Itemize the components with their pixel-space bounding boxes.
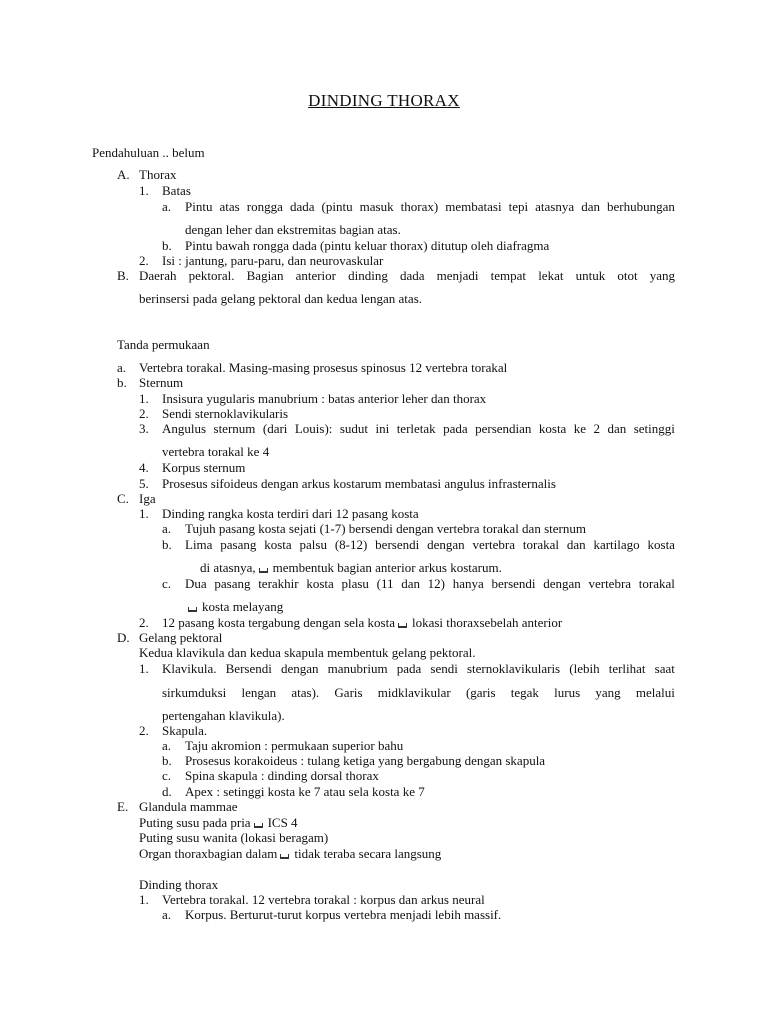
word: Daerah [139, 268, 177, 283]
list-item: Spina skapula : dinding dorsal thorax [185, 768, 379, 783]
list-item-continuation: berinsersi pada gelang pektoral dan kedua lengan atas. [139, 291, 422, 306]
word: pada [443, 421, 468, 436]
list-item: Prosesus sifoideus dengan arkus kostarum membatasi angulus infrasternalis [162, 476, 556, 491]
word: dan [607, 421, 627, 436]
word: dan [401, 576, 420, 591]
list-item: Gelang pektoral [139, 630, 223, 645]
section-heading: Tanda permukaan [117, 337, 210, 352]
word: kartilago [593, 537, 640, 552]
word: (11 [376, 576, 394, 591]
list-marker: 1. [139, 183, 149, 198]
list-item [162, 615, 562, 630]
word: (dari [262, 421, 288, 436]
word: vertebra [472, 537, 516, 552]
word: membatasi [445, 199, 502, 214]
word: Louis): [294, 421, 333, 436]
word: terletak [396, 421, 436, 436]
list-marker: b. [117, 375, 127, 390]
list-marker: 2. [139, 406, 149, 421]
item-text: 12 pasang kosta tergabung dengan sela kosta [162, 615, 395, 630]
word: dinding [348, 268, 388, 283]
word: rongga [246, 199, 283, 214]
list-marker: A. [117, 167, 130, 182]
word: palsu [299, 537, 327, 552]
word: torakal [522, 537, 559, 552]
word: kosta [306, 576, 334, 591]
word: melalui [635, 685, 675, 700]
list-marker: E. [117, 799, 129, 814]
list-marker: c. [162, 576, 172, 591]
word: midklavikular [377, 685, 451, 700]
list-marker: C. [117, 491, 129, 506]
continuation-text: membentuk bagian anterior arkus kostarum. [272, 560, 502, 575]
list-item: Sternum [139, 375, 184, 390]
word: dada [399, 268, 425, 283]
word: 12) [427, 576, 446, 591]
list-item-continuation [162, 685, 675, 700]
word: 2 [593, 421, 601, 436]
word: bersendi [491, 576, 536, 591]
word: sirkumduksi [162, 685, 227, 700]
list-item-continuation [139, 815, 298, 830]
word: pada [396, 661, 422, 676]
word: sudut [339, 421, 369, 436]
list-item [162, 661, 675, 676]
word: dengan [280, 661, 319, 676]
word: sternoklavikularis [466, 661, 561, 676]
implies-arrow-icon [188, 607, 197, 612]
list-marker: 4. [139, 460, 149, 475]
list-marker: 2. [139, 723, 149, 738]
list-item: Thorax [139, 167, 177, 182]
list-marker: d. [162, 784, 172, 799]
word: manubrium [327, 661, 388, 676]
list-item: Korpus sternum [162, 460, 246, 475]
list-marker: B. [117, 268, 129, 283]
intro-text: Pendahuluan .. belum [92, 145, 205, 160]
page-title: DINDING THORAX [308, 91, 460, 110]
word: setinggi [633, 421, 675, 436]
list-marker: 1. [139, 506, 149, 521]
implies-arrow-icon [280, 854, 289, 859]
list-item: Taju akromion : permukaan superior bahu [185, 738, 404, 753]
list-item-continuation: vertebra torakal ke 4 [162, 444, 270, 459]
list-marker: a. [162, 738, 172, 753]
word: dan [581, 199, 600, 214]
word: (lebih [569, 661, 600, 676]
continuation-text: kosta melayang [202, 599, 284, 614]
list-item: Korpus. Berturut-turut korpus vertebra menjadi lebih massif. [185, 907, 502, 922]
list-marker: 1. [139, 892, 149, 907]
word: pasang [220, 537, 257, 552]
word: lengan [241, 685, 277, 700]
word: tepi [508, 199, 529, 214]
word: Bagian [246, 268, 284, 283]
word: terlihat [608, 661, 646, 676]
list-item-continuation [200, 560, 502, 575]
item-text: lokasi thoraxsebelah anterior [411, 615, 563, 630]
word: persendian [475, 421, 532, 436]
word: anterior [295, 268, 336, 283]
list-item: Isi : jantung, paru-paru, dan neurovaskular [162, 253, 384, 268]
word: terakhir [258, 576, 299, 591]
list-marker: a. [117, 360, 127, 375]
word: Lima [185, 537, 213, 552]
word: hanya [452, 576, 484, 591]
word: Bersendi [225, 661, 272, 676]
word: dan [566, 537, 586, 552]
implies-arrow-icon [398, 623, 407, 628]
word: (garis [465, 685, 496, 700]
word: sendi [430, 661, 458, 676]
word: otot [617, 268, 638, 283]
list-marker: 1. [139, 391, 149, 406]
list-item [185, 537, 675, 552]
word: Dua [185, 576, 207, 591]
word: Garis [334, 685, 363, 700]
list-item: Vertebra torakal. Masing-masing prosesus spinosus 12 vertebra torakal [139, 360, 508, 375]
word: pektoral. [188, 268, 235, 283]
word: kosta [647, 537, 675, 552]
item-text: Puting susu pada pria [139, 815, 251, 830]
list-item: Insisura yugularis manubrium : batas anterior leher dan thorax [162, 391, 487, 406]
word: (8-12) [334, 537, 368, 552]
word: dengan [543, 576, 581, 591]
word: kosta [264, 537, 292, 552]
list-marker: 1. [139, 661, 149, 676]
word: Pintu [185, 199, 213, 214]
word: dada [289, 199, 315, 214]
list-item: Tujuh pasang kosta sejati (1-7) bersendi dengan vertebra torakal dan sternum [185, 521, 586, 536]
list-marker: c. [162, 768, 172, 783]
item-text: Organ thoraxbagian dalam [139, 846, 278, 861]
word: menjadi [436, 268, 479, 283]
word: yang [595, 685, 621, 700]
list-item: Glandula mammae [139, 799, 238, 814]
continuation-text: di atasnya, [200, 560, 256, 575]
list-marker: b. [162, 537, 172, 552]
list-marker: b. [162, 753, 172, 768]
list-item-continuation: Puting susu wanita (lokasi beragam) [139, 830, 329, 845]
item-text: ICS 4 [267, 815, 298, 830]
word: dengan [427, 537, 465, 552]
word: (pintu [321, 199, 353, 214]
word: atas [219, 199, 240, 214]
list-item: Skapula. [162, 723, 208, 738]
word: sternum [213, 421, 256, 436]
word: masuk [359, 199, 394, 214]
item-text: tidak teraba secara langsung [294, 846, 442, 861]
implies-arrow-icon [259, 568, 268, 573]
list-item [185, 199, 675, 214]
word: saat [654, 661, 675, 676]
word: kosta [538, 421, 567, 436]
word: yang [649, 268, 675, 283]
list-item: Pintu bawah rongga dada (pintu keluar thorax) ditutup oleh diafragma [185, 238, 550, 253]
list-item [162, 421, 675, 436]
word: tempat [490, 268, 527, 283]
word: bersendi [375, 537, 420, 552]
word: tegak [510, 685, 539, 700]
list-item [139, 268, 675, 283]
list-marker: 2. [139, 615, 149, 630]
list-marker: 2. [139, 253, 149, 268]
list-item-continuation [139, 846, 441, 861]
word: berhubungan [607, 199, 675, 214]
word: vertebra [588, 576, 632, 591]
word: pasang [214, 576, 251, 591]
list-marker: a. [162, 907, 172, 922]
list-item-continuation: pertengahan klavikula). [162, 708, 285, 723]
list-marker: D. [117, 630, 130, 645]
list-item: Batas [162, 183, 191, 198]
list-item [185, 576, 675, 591]
list-item-continuation [185, 599, 283, 614]
list-item: Apex : setinggi kosta ke 7 atau sela kosta ke 7 [185, 784, 425, 799]
word: thorax) [400, 199, 439, 214]
list-item-continuation: Kedua klavikula dan kedua skapula membentuk gelang pektoral. [139, 645, 476, 660]
word: Klavikula. [162, 661, 217, 676]
list-item: Vertebra torakal. 12 vertebra torakal : korpus dan arkus neural [162, 892, 485, 907]
word: atas). [291, 685, 320, 700]
list-item: Prosesus korakoideus : tulang ketiga yang bergabung dengan skapula [185, 753, 546, 768]
word: lekat [538, 268, 564, 283]
word: atasnya [535, 199, 575, 214]
list-marker: a. [162, 199, 172, 214]
word: lurus [554, 685, 581, 700]
implies-arrow-icon [254, 823, 263, 828]
word: torakal [638, 576, 675, 591]
list-item-continuation: dengan leher dan ekstremitas bagian atas. [185, 222, 401, 237]
word: plasu [341, 576, 369, 591]
word: Angulus [162, 421, 207, 436]
list-item: Iga [139, 491, 156, 506]
list-item: Dinding rangka kosta terdiri dari 12 pasang kosta [162, 506, 419, 521]
list-marker: a. [162, 521, 172, 536]
list-marker: b. [162, 238, 172, 253]
list-marker: 3. [139, 421, 149, 436]
section-heading: Dinding thorax [139, 877, 219, 892]
word: ini [375, 421, 390, 436]
word: untuk [575, 268, 606, 283]
list-item: Sendi sternoklavikularis [162, 406, 289, 421]
word: ke [573, 421, 587, 436]
list-marker: 5. [139, 476, 149, 491]
